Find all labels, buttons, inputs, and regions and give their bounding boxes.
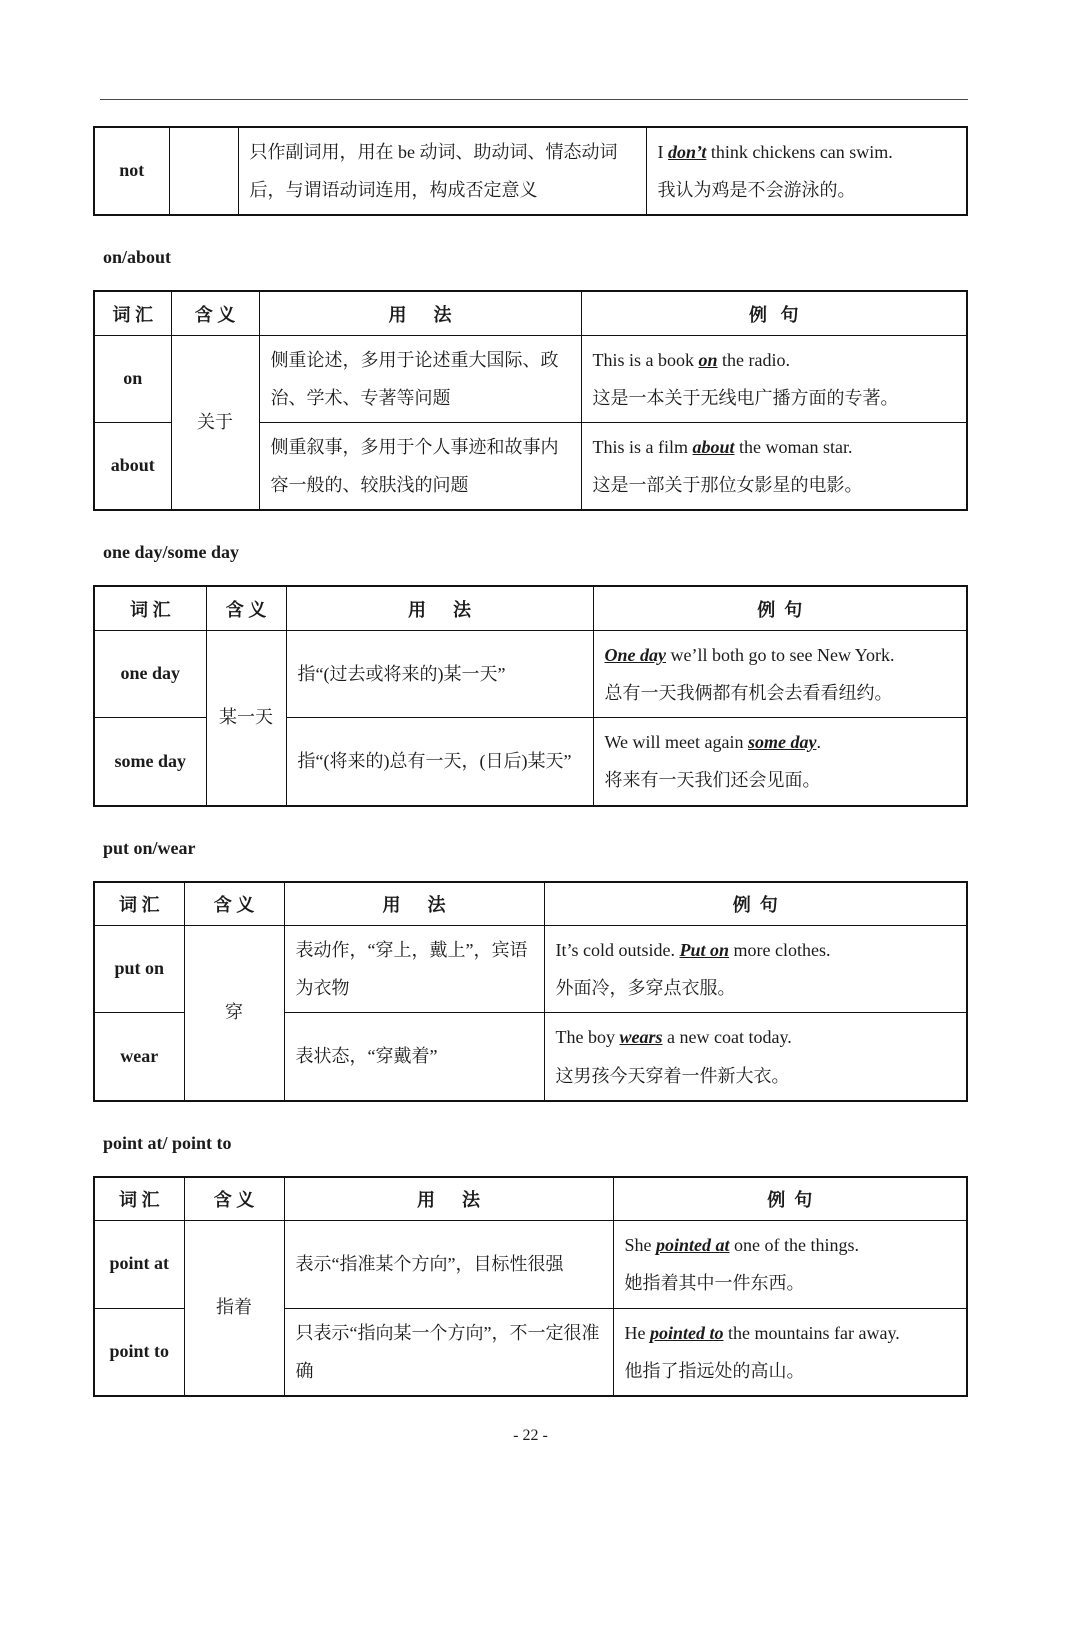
header-example: 例 句 bbox=[581, 291, 967, 335]
page-number: - 22 - bbox=[513, 1426, 548, 1444]
header-usage: 用 法 bbox=[286, 586, 593, 630]
table-header-row bbox=[94, 882, 967, 926]
word-cell: not bbox=[94, 127, 169, 215]
meaning-cell: 穿 bbox=[184, 926, 284, 1101]
header-meaning: 含 义 bbox=[206, 586, 286, 630]
usage-cell: 表动作，“穿上，戴上”，宾语为衣物 bbox=[284, 926, 544, 1013]
usage-cell: 表状态，“穿戴着” bbox=[284, 1013, 544, 1101]
word-cell: some day bbox=[94, 718, 206, 806]
example-pre: This is a book bbox=[592, 349, 699, 370]
example-post: the radio. bbox=[717, 349, 790, 370]
header-usage: 用 法 bbox=[259, 291, 581, 335]
usage-cell: 指“(将来的)总有一天，(日后)某天” bbox=[286, 718, 593, 806]
example-cell bbox=[593, 718, 967, 806]
example-english bbox=[605, 723, 956, 761]
example-cell bbox=[593, 630, 967, 717]
example-english bbox=[625, 1314, 956, 1352]
example-chinese: 我认为鸡是不会游泳的。 bbox=[657, 180, 856, 201]
example-english bbox=[625, 1226, 956, 1264]
example-chinese: 这是一本关于无线电广播方面的专著。 bbox=[592, 387, 899, 408]
sections-container bbox=[93, 247, 968, 1397]
example-post: the woman star. bbox=[734, 437, 853, 458]
header-usage: 用 法 bbox=[284, 882, 544, 926]
example-keyword: One day bbox=[604, 644, 666, 665]
section-title: put on/wear bbox=[103, 837, 196, 858]
header-example: 例 句 bbox=[544, 882, 967, 926]
usage-cell: 只表示“指向某一个方向”，不一定很准确 bbox=[284, 1308, 613, 1396]
example-chinese: 外面冷，多穿点衣服。 bbox=[555, 978, 736, 999]
example-post: more clothes. bbox=[729, 940, 831, 961]
vocab-table bbox=[93, 1176, 968, 1397]
usage-cell: 只作副词用，用在 be 动词、助动词、情态动词后，与谓语动词连用，构成否定意义 bbox=[238, 127, 646, 215]
meaning-cell bbox=[169, 127, 238, 215]
example-keyword: Put on bbox=[679, 940, 730, 961]
example-keyword: about bbox=[692, 437, 735, 458]
document-page bbox=[0, 99, 1080, 1625]
table-row bbox=[94, 630, 967, 717]
example-keyword: pointed at bbox=[656, 1235, 730, 1256]
header-word: 词 汇 bbox=[94, 586, 206, 630]
word-cell: on bbox=[94, 335, 171, 422]
vocab-table bbox=[93, 585, 968, 806]
example-pre: He bbox=[624, 1322, 650, 1343]
table-row bbox=[94, 127, 967, 215]
example-keyword: on bbox=[698, 349, 718, 370]
example-pre: This is a film bbox=[592, 437, 693, 458]
section-title: point at/ point to bbox=[103, 1132, 232, 1153]
example-chinese: 这是一部关于那位女影星的电影。 bbox=[592, 475, 863, 496]
example-cell bbox=[581, 423, 967, 511]
example-keyword: don’t bbox=[668, 142, 707, 162]
example-pre: It’s cold outside. bbox=[555, 940, 680, 961]
example-chinese: 总有一天我俩都有机会去看看纽约。 bbox=[604, 683, 893, 704]
header-word: 词 汇 bbox=[94, 1177, 184, 1221]
example-keyword: pointed to bbox=[650, 1322, 724, 1343]
table-header-row bbox=[94, 291, 967, 335]
word-cell: point at bbox=[94, 1221, 184, 1308]
example-english bbox=[658, 133, 956, 171]
example-keyword: some day bbox=[748, 732, 817, 753]
table-row bbox=[94, 926, 967, 1013]
header-meaning: 含 义 bbox=[171, 291, 259, 335]
header-example: 例 句 bbox=[613, 1177, 967, 1221]
word-cell: about bbox=[94, 423, 171, 511]
word-cell: point to bbox=[94, 1308, 184, 1396]
vocab-section bbox=[93, 247, 968, 511]
vocab-section bbox=[93, 1133, 968, 1397]
example-cell bbox=[544, 926, 967, 1013]
example-english bbox=[556, 1018, 956, 1056]
word-cell: put on bbox=[94, 926, 184, 1013]
example-post: the mountains far away. bbox=[723, 1322, 900, 1343]
example-post: a new coat today. bbox=[662, 1027, 792, 1048]
table-header-row bbox=[94, 1177, 967, 1221]
example-post: one of the things. bbox=[729, 1235, 859, 1256]
header-rule bbox=[100, 99, 968, 100]
word-cell: wear bbox=[94, 1013, 184, 1101]
usage-cell: 侧重叙事，多用于个人事迹和故事内容一般的、较肤浅的问题 bbox=[259, 423, 581, 511]
example-pre: We will meet again bbox=[604, 732, 748, 753]
example-post: think chickens can swim. bbox=[706, 142, 893, 162]
word-cell: one day bbox=[94, 630, 206, 717]
usage-cell: 侧重论述，多用于论述重大国际、政治、学术、专著等问题 bbox=[259, 335, 581, 422]
example-chinese: 将来有一天我们还会见面。 bbox=[604, 770, 821, 791]
example-cell bbox=[581, 335, 967, 422]
example-chinese: 她指着其中一件东西。 bbox=[624, 1273, 805, 1294]
table-row bbox=[94, 335, 967, 422]
header-meaning: 含 义 bbox=[184, 1177, 284, 1221]
vocab-table bbox=[93, 290, 968, 511]
section-title: one day/some day bbox=[103, 542, 240, 563]
example-pre: I bbox=[657, 142, 668, 162]
example-cell bbox=[544, 1013, 967, 1101]
table-header-row bbox=[94, 586, 967, 630]
header-word: 词 汇 bbox=[94, 291, 171, 335]
example-english bbox=[593, 341, 956, 379]
example-pre: She bbox=[624, 1235, 656, 1256]
vocab-section bbox=[93, 542, 968, 806]
vocab-table bbox=[93, 881, 968, 1102]
meaning-cell: 关于 bbox=[171, 335, 259, 510]
example-pre: The boy bbox=[555, 1027, 620, 1048]
example-cell bbox=[613, 1221, 967, 1308]
example-chinese: 这男孩今天穿着一件新大衣。 bbox=[555, 1065, 790, 1086]
table-row bbox=[94, 1221, 967, 1308]
example-keyword: wears bbox=[619, 1027, 663, 1048]
header-usage: 用 法 bbox=[284, 1177, 613, 1221]
header-example: 例 句 bbox=[593, 586, 967, 630]
not-table bbox=[93, 126, 968, 216]
example-cell bbox=[646, 127, 967, 215]
meaning-cell: 指着 bbox=[184, 1221, 284, 1396]
example-english bbox=[605, 636, 956, 674]
vocab-section bbox=[93, 838, 968, 1102]
header-meaning: 含 义 bbox=[184, 882, 284, 926]
usage-cell: 指“(过去或将来的)某一天” bbox=[286, 630, 593, 717]
example-chinese: 他指了指远处的高山。 bbox=[624, 1360, 805, 1381]
example-english bbox=[593, 428, 956, 466]
usage-cell: 表示“指准某个方向”，目标性很强 bbox=[284, 1221, 613, 1308]
example-cell bbox=[613, 1308, 967, 1396]
header-word: 词 汇 bbox=[94, 882, 184, 926]
example-post: we’ll both go to see New York. bbox=[666, 644, 895, 665]
example-english bbox=[556, 931, 956, 969]
meaning-cell: 某一天 bbox=[206, 630, 286, 805]
section-title: on/about bbox=[103, 247, 172, 268]
example-post: . bbox=[816, 732, 821, 753]
